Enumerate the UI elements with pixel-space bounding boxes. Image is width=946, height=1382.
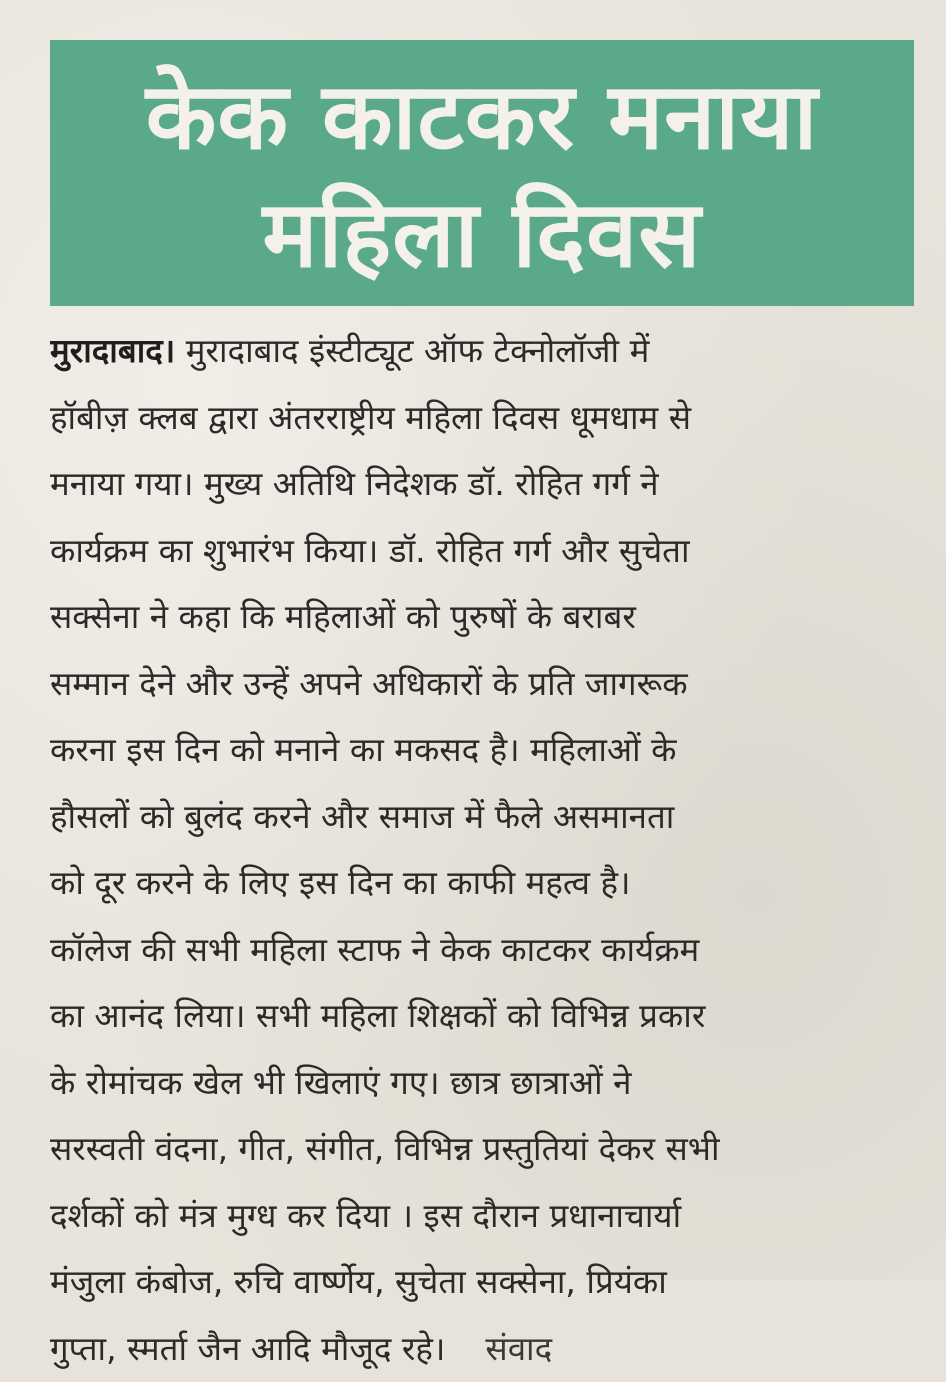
article-line: कॉलेज की सभी महिला स्टाफ ने केक काटकर कार्यक्रम: [50, 917, 914, 984]
article-line: को दूर करने के लिए इस दिन का काफी महत्व है।: [50, 850, 914, 917]
article-line: सरस्वती वंदना, गीत, संगीत, विभिन्न प्रस्तुतियां देकर सभी: [50, 1116, 914, 1183]
headline-line-2: महिला दिवस: [50, 180, 914, 290]
article-line: मनाया गया। मुख्य अतिथि निदेशक डॉ. रोहित गर्ग ने: [50, 451, 914, 518]
article-line-text: गुप्ता, स्मर्ता जैन आदि मौजूद रहे।: [50, 1329, 445, 1368]
article-line: करना इस दिन को मनाने का मकसद है। महिलाओं के: [50, 717, 914, 784]
article-line-text: मुरादाबाद इंस्टीट्यूट ऑफ टेक्नोलॉजी में: [175, 331, 649, 370]
article-line: के रोमांचक खेल भी खिलाएं गए। छात्र छात्राओं ने: [50, 1050, 914, 1117]
article-line: सम्मान देने और उन्हें अपने अधिकारों के प्रति जागरूक: [50, 651, 914, 718]
article-body: [50, 318, 914, 1382]
article-line: [50, 1316, 914, 1382]
headline-line-1: केक काटकर मनाया: [50, 62, 914, 172]
article-line: सक्सेना ने कहा कि महिलाओं को पुरुषों के बराबर: [50, 584, 914, 651]
dateline: मुरादाबाद।: [50, 331, 175, 370]
byline: संवाद: [485, 1329, 552, 1368]
article-line: मंजुला कंबोज, रुचि वार्ष्णेय, सुचेता सक्सेना, प्रियंका: [50, 1249, 914, 1316]
article-line: हौसलों को बुलंद करने और समाज में फैले असमानता: [50, 784, 914, 851]
article-line: का आनंद लिया। सभी महिला शिक्षकों को विभिन्न प्रकार: [50, 983, 914, 1050]
article-line: दर्शकों को मंत्र मुग्ध कर दिया । इस दौरान प्रधानाचार्या: [50, 1183, 914, 1250]
article-line: कार्यक्रम का शुभारंभ किया। डॉ. रोहित गर्ग और सुचेता: [50, 518, 914, 585]
article-line: हॉबीज़ क्लब द्वारा अंतरराष्ट्रीय महिला दिवस धूमधाम से: [50, 385, 914, 452]
headline-banner: [50, 40, 914, 306]
article-line: [50, 318, 914, 385]
